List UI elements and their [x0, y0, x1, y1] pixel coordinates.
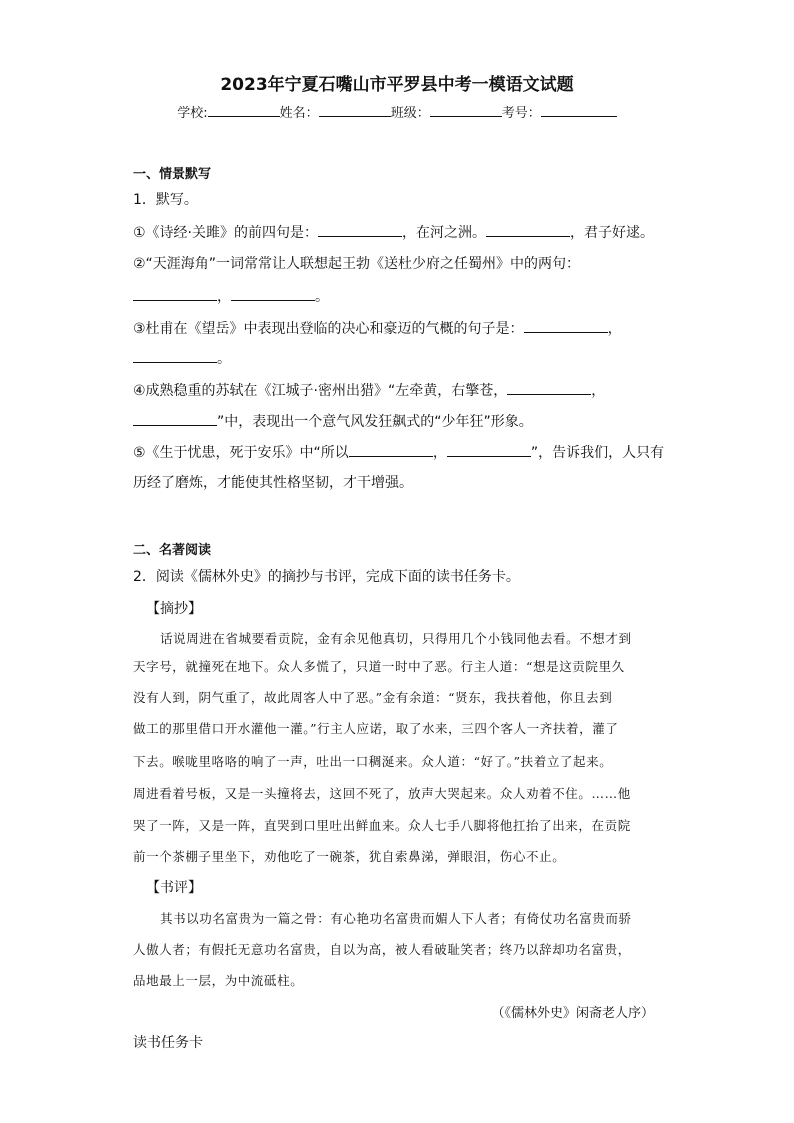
question-item: ”中，表现出一个意气风发狂飙式的“少年狂”形象。 — [133, 411, 533, 432]
answer-blank — [133, 411, 217, 426]
answer-blank — [349, 442, 433, 457]
answer-blank — [486, 222, 570, 237]
review-line: 品地最上一层，为中流砥柱。 — [133, 973, 304, 988]
question-item: 。 — [133, 348, 231, 369]
name-label: 姓名： — [279, 106, 319, 121]
excerpt-label: 【摘抄】 — [146, 601, 202, 617]
answer-blank — [133, 286, 217, 301]
question-item: 历经了磨炼，才能使其性格坚韧，才干增强。 — [133, 475, 413, 491]
excerpt-line: 做工的那里借口开水灌他一灌。”行主人应诺，取了水来，三四个客人一齐扶着，灌了 — [133, 721, 619, 736]
question-item: ③杜甫在《望岳》中表现出登临的决心和豪迈的气概的句子是： ， — [133, 318, 622, 339]
question-item: ②“天涯海角”一词常常让人联想起王勃《送杜少府之任蜀州》中的两句： — [133, 256, 581, 272]
excerpt-line: 周进看着号板，又是一头撞将去，这回不死了，放声大哭起来。众人劝着不住。……他 — [133, 786, 631, 801]
answer-blank — [524, 318, 608, 333]
student-info-line — [0, 102, 794, 121]
page-title: 2023年宁夏石嘴山市平罗县中考一模语文试题 — [220, 75, 574, 95]
excerpt-line: 前一个茶棚子里坐下，劝他吃了一碗茶，犹自索鼻涕，弹眼泪，伤心不止。 — [133, 849, 566, 864]
excerpt-line: 话说周进在省城要看贡院，金有余见他真切，只得用几个小钱同他去看。不想才到 — [160, 631, 632, 646]
answer-blank — [318, 222, 402, 237]
exam-number-blank — [541, 102, 617, 117]
answer-blank — [231, 286, 315, 301]
class-blank — [430, 102, 502, 117]
excerpt-line: 下去。喉咙里咯咯的响了一声，吐出一口稠涎来。众人道：“好了。”扶着立了起来。 — [133, 754, 613, 769]
review-label: 【书评】 — [146, 880, 202, 896]
review-line: 其书以功名富贵为一篇之骨：有心艳功名富贵而媚人下人者；有倚仗功名富贵而骄 — [160, 911, 632, 926]
exam-number-label: 考号： — [501, 106, 541, 121]
question-intro: 1．默写。 — [133, 192, 198, 208]
answer-blank — [447, 442, 531, 457]
question-item: ④成熟稳重的苏轼在《江城子·密州出猎》“左牵黄，右擎苍， ， — [133, 380, 605, 401]
question-item: ⑤《生于忧患，死于安乐》中“所以 ， ”，告诉我们，人只有 — [133, 442, 664, 463]
answer-blank — [507, 380, 591, 395]
review-source: （《儒林外史》闲斋老人序） — [491, 1006, 654, 1021]
task-card-title: 读书任务卡 — [133, 1035, 203, 1051]
section-heading: 一、情景默写 — [133, 167, 212, 182]
section-heading: 二、名著阅读 — [133, 543, 212, 558]
excerpt-line: 天字号，就撞死在地下。众人多慌了，只道一时中了恶。行主人道：“想是这贡院里久 — [133, 659, 625, 674]
school-label: 学校: — [177, 106, 208, 121]
school-blank — [208, 102, 280, 117]
answer-blank — [133, 348, 217, 363]
name-blank — [319, 102, 391, 117]
question-intro: 2．阅读《儒林外史》的摘抄与书评，完成下面的读书任务卡。 — [133, 569, 520, 585]
excerpt-line: 哭了一阵，又是一阵，直哭到口里吐出鲜血来。众人七手八脚将他扛抬了出来，在贡院 — [133, 818, 631, 833]
question-item: ， 。 — [133, 286, 329, 307]
excerpt-line: 没有人到，阴气重了，故此周客人中了恶。”金有余道：“贤东，我扶着他，你且去到 — [133, 690, 613, 705]
class-label: 班级： — [390, 106, 430, 121]
question-item: ①《诗经·关雎》的前四句是： ，在河之洲。 ，君子好逑。 — [133, 222, 654, 243]
review-line: 人傲人者；有假托无意功名富贵，自以为高，被人看破耻笑者；终乃以辞却功名富贵， — [133, 942, 631, 957]
